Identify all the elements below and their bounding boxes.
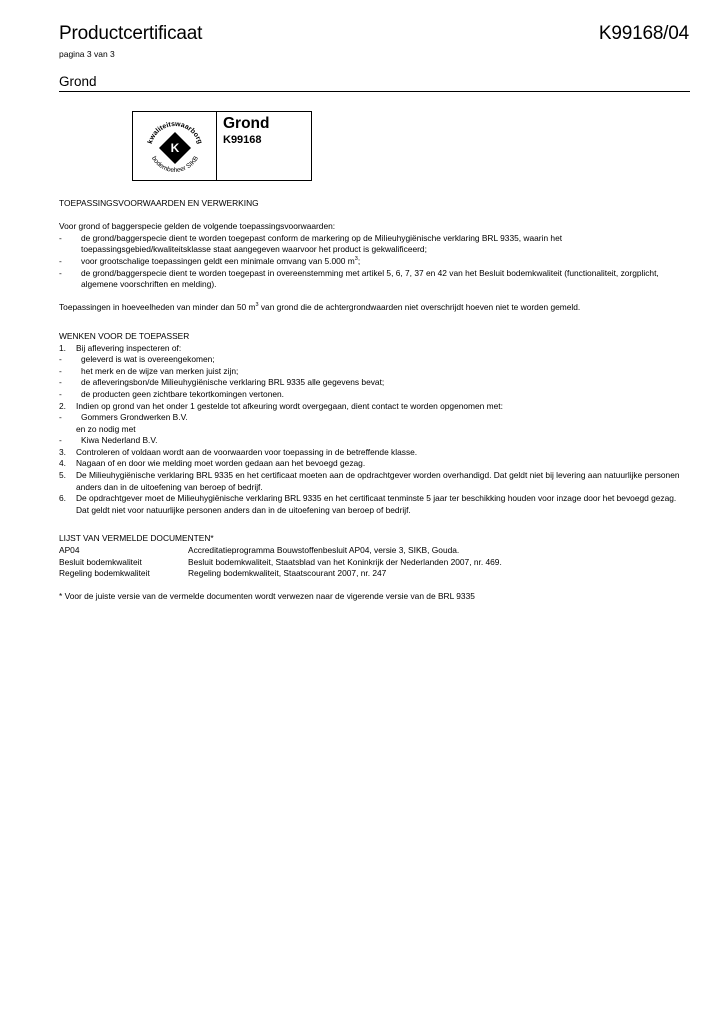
- document-row: Regeling bodemkwaliteit Regeling bodemkwaliteit, Staatscourant 2007, nr. 247: [59, 568, 387, 579]
- document-row: AP04 Accreditatieprogramma Bouwstoffenbesluit AP04, versie 3, SIKB, Gouda.: [59, 545, 460, 556]
- product-name: Grond: [223, 115, 270, 132]
- header-divider: [59, 91, 690, 92]
- tips-heading: WENKEN VOOR DE TOEPASSER: [59, 330, 190, 341]
- product-box: [132, 111, 312, 181]
- svg-text:kwaliteitswaarborg: kwaliteitswaarborg: [146, 120, 204, 145]
- page-title: Productcertificaat: [59, 23, 203, 44]
- list-item: 2. Indien op grond van het onder 1 gestelde tot afkeuring wordt overgegaan, dient contact te worden opgenomen met:: [59, 400, 503, 411]
- conditions-note: Toepassingen in hoeveelheden van minder dan 50 $m^3$ van grond die de achtergrondwaarden niet overschrijdt hoeven niet te worden gemeld.: [59, 302, 581, 313]
- contact-name: - Gommers Grondwerken B.V.: [59, 412, 188, 423]
- conditions-intro: Voor grond of baggerspecie gelden de volgende toepassingsvoorwaarden:: [59, 221, 336, 232]
- svg-text:K: K: [170, 141, 180, 155]
- list-item: 6. De opdrachtgever moet de Milieuhygiënische verklaring BRL 9335 en het certificaat tenminste 5 jaar ter beschikking houden voor inzage door het bevoegd gezag. Dat geldt niet voor natuurlijke personen anders dan in de uitoefening van beroep of bedrijf.: [59, 493, 677, 515]
- list-item: 1. Bij aflevering inspecteren of:: [59, 342, 182, 353]
- certificate-number: K99168/04: [598, 23, 689, 44]
- list-item: - de afleveringsbon/de Milieuhygiënische verklaring BRL 9335 alle gegevens bevat;: [59, 377, 385, 388]
- product-code: K99168: [223, 134, 262, 146]
- document-body: [59, 198, 691, 603]
- list-item: - de grond/baggerspecie dient te worden toegepast in overeenstemming met artikel 5, 6, 7, 37 en 42 van het Besluit bodemkwaliteit (functionaliteit, zorgplicht, algemene voorschriften en melding).: [59, 267, 659, 290]
- list-item: 4. Nagaan of en door wie melding moet worden gedaan aan het bevoegd gezag.: [59, 458, 366, 469]
- documents-footnote: * Voor de juiste versie van de vermelde documenten wordt verwezen naar de vigerende versie van de BRL 9335: [59, 591, 475, 602]
- list-item: - de grond/baggerspecie dient te worden toegepast conform de markering op de Milieuhygiënische verklaring BRL 9335, waarin het toepassingsgebied/kwaliteitsklasse staat aangegeven waarvoor het product is gekwalificeerd;: [59, 232, 563, 255]
- sikb-seal-icon: [141, 116, 209, 176]
- list-item: - voor grootschalige toepassingen geldt een minimale omvang van 5.000 $m^3$;: [59, 255, 361, 266]
- list-item: 5. De Milieuhygiënische verklaring BRL 9335 en het certificaat moeten aan de opdrachtgever worden overhandigd. Dat geldt niet bij levering aan natuurlijke personen anders dan in de uitoefening van beroep of bedrijf.: [59, 470, 680, 492]
- product-box-divider: [216, 112, 217, 180]
- section-title: Grond: [59, 74, 97, 89]
- contact-connector: en zo nodig met: [76, 423, 136, 434]
- list-item: - het merk en de wijze van merken juist zijn;: [59, 365, 239, 376]
- list-item: - de producten geen zichtbare tekortkomingen vertonen.: [59, 388, 284, 399]
- document-row: Besluit bodemkwaliteit Besluit bodemkwaliteit, Staatsblad van het Koninkrijk der Nederlanden 2007, nr. 469.: [59, 556, 502, 567]
- documents-heading: LIJST VAN VERMELDE DOCUMENTEN*: [59, 533, 214, 544]
- conditions-heading: TOEPASSINGSVOORWAARDEN EN VERWERKING: [59, 198, 259, 208]
- page-number: pagina 3 van 3: [59, 49, 115, 59]
- contact-name: - Kiwa Nederland B.V.: [59, 435, 158, 446]
- list-item: - geleverd is wat is overeengekomen;: [59, 354, 215, 365]
- list-item: 3. Controleren of voldaan wordt aan de voorwaarden voor toepassing in de betreffende klasse.: [59, 446, 418, 457]
- svg-text:bodembeheer SIKB: bodembeheer SIKB: [150, 155, 200, 175]
